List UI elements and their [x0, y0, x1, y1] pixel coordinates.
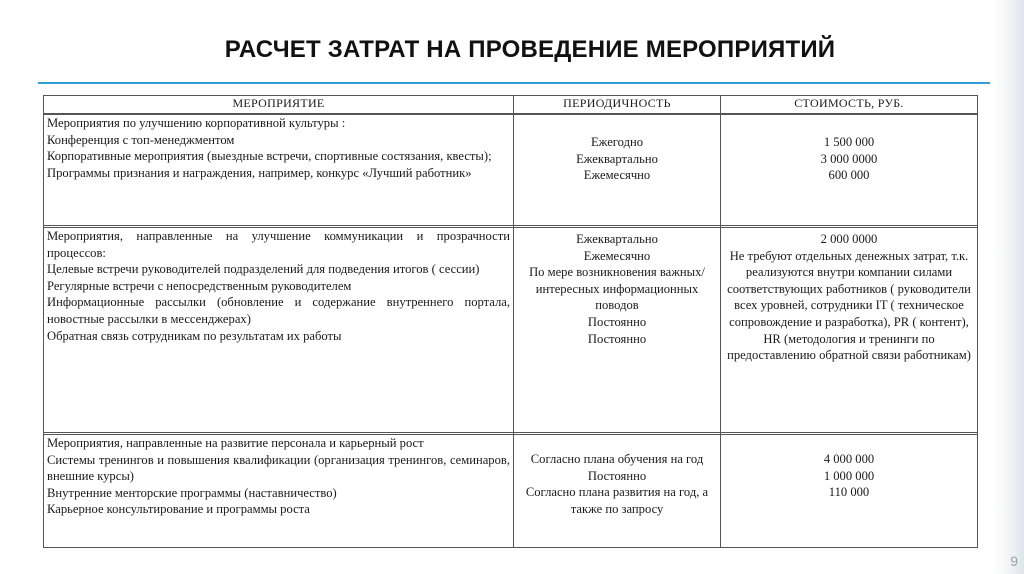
cost-line: 110 000 [828, 485, 870, 500]
slide-title: РАСЧЕТ ЗАТРАТ НА ПРОВЕДЕНИЕ МЕРОПРИЯТИЙ [224, 36, 836, 63]
periodicity-line: Постоянно [587, 468, 647, 483]
periodicity-cell [514, 228, 721, 433]
table-row [44, 228, 978, 433]
cost-line: 2 000 0000 [820, 232, 878, 246]
cost-line: Не требуют отдельных денежных затрат, т.к. реализуются внутри компании силами соответствующих работников ( руководители всех уровней, сотрудники IT ( техническое сопровождение и разработка), PR ( контент), HR (методология и тренинги по предоставлению обратной связи работникам) [727, 248, 971, 363]
periodicity-line: Постоянно [587, 314, 647, 329]
event-cell [44, 114, 514, 226]
table-header-row [44, 96, 978, 115]
cost-cell [721, 114, 978, 226]
page-number: 9 [1010, 553, 1018, 569]
event-line: Обратная связь сотрудникам по результатам их работы [47, 328, 342, 343]
event-line: Регулярные встречи с непосредственным руководителем [47, 278, 352, 293]
periodicity-line: Ежемесячно [583, 248, 651, 263]
event-line: Карьерное консультирование и программы роста [47, 502, 310, 517]
header-periodicity: ПЕРИОДИЧНОСТЬ [514, 96, 721, 115]
table-row [44, 114, 978, 226]
title-underline [38, 82, 990, 84]
table-row [44, 435, 978, 548]
cost-line: 3 000 0000 [820, 151, 878, 166]
periodicity-cell [514, 435, 721, 548]
event-line: Корпоративные мероприятия (выездные встречи, спортивные состязания, квесты); [47, 149, 492, 164]
event-cell [44, 435, 514, 548]
header-cost: СТОИМОСТЬ, РУБ. [721, 96, 978, 115]
periodicity-line: Ежеквартально [576, 232, 658, 246]
header-event: МЕРОПРИЯТИЕ [44, 96, 514, 115]
cost-line: 1 500 000 [823, 135, 875, 149]
event-line: Мероприятия, направленные на развитие персонала и карьерный рост [47, 436, 424, 450]
periodicity-line: Согласно плана развития на год, а также по запросу [525, 485, 709, 516]
event-line: Конференция с топ-менеджментом [47, 132, 235, 147]
cost-line: 600 000 [828, 168, 870, 183]
event-line: Системы тренингов и повышения квалификации (организация тренингов, семинаров, внешние курсы) [47, 452, 510, 484]
periodicity-line: Ежеквартально [576, 151, 658, 166]
cost-cell [721, 435, 978, 548]
event-line: Мероприятия, направленные на улучшение коммуникации и прозрачности процессов: [47, 229, 510, 260]
periodicity-line: Ежегодно [590, 135, 644, 149]
periodicity-line: По мере возникновения важных/интересных информационных поводов [529, 265, 705, 313]
cost-line: 1 000 000 [823, 468, 875, 483]
event-line: Внутренние менторские программы (наставничество) [47, 485, 337, 500]
event-line: Целевые встречи руководителей подразделений для подведения итогов ( сессии) [47, 262, 480, 277]
event-line: Программы признания и награждения, например, конкурс «Лучший работник» [47, 165, 472, 180]
event-line: Мероприятия по улучшению корпоративной культуры : [47, 116, 346, 130]
event-cell [44, 228, 514, 433]
cost-line: 4 000 000 [823, 452, 875, 466]
periodicity-line: Согласно плана обучения на год [530, 452, 704, 466]
periodicity-cell [514, 114, 721, 226]
cost-cell [721, 228, 978, 433]
periodicity-line: Постоянно [587, 331, 647, 346]
periodicity-line: Ежемесячно [583, 168, 651, 183]
cost-table [43, 95, 978, 548]
side-decoration [994, 0, 1024, 574]
event-line: Информационные рассылки (обновление и содержание внутреннего портала, новостные рассылки в мессенджерах) [47, 295, 510, 326]
